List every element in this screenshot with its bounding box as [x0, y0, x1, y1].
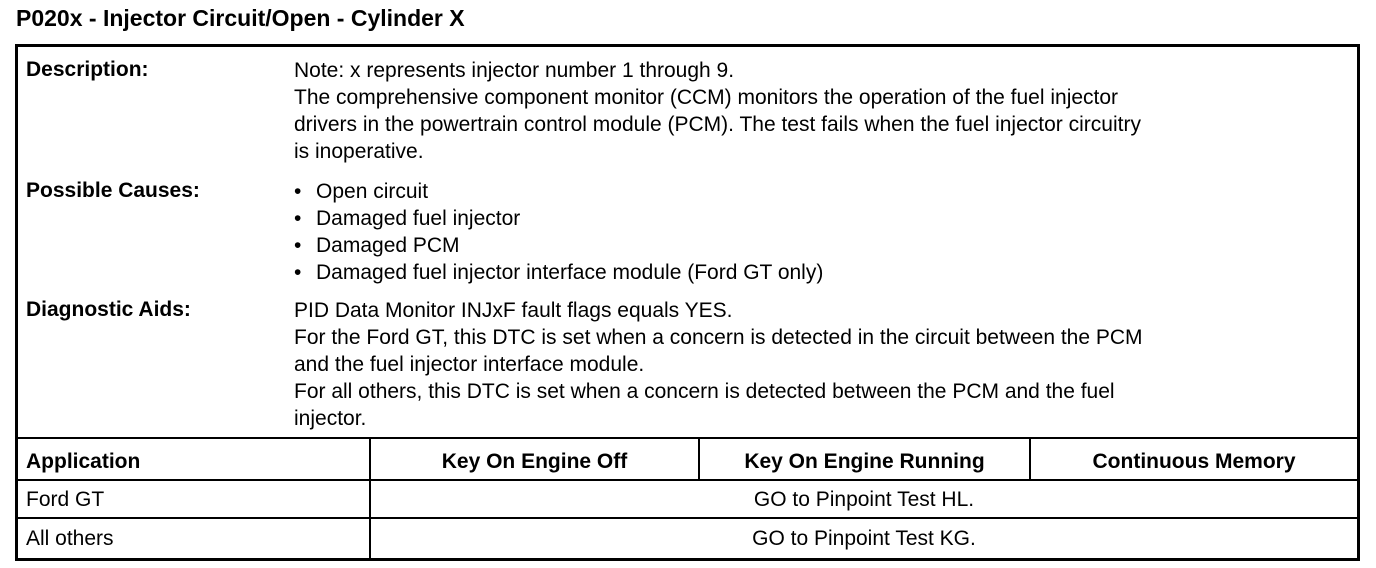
bullet-icon: •: [294, 180, 302, 203]
header-continuous-memory: Continuous Memory: [1092, 450, 1296, 473]
diagnostic-aids-line: For the Ford GT, this DTC is set when a concern is detected in the circuit between the PCM: [294, 326, 1143, 349]
diagnostic-aids-line: PID Data Monitor INJxF fault flags equals YES.: [294, 299, 733, 322]
diagnostic-aids-line: and the fuel injector interface module.: [294, 353, 645, 376]
diagnostic-aids-line: injector.: [294, 407, 367, 430]
bullet-icon: •: [294, 207, 302, 230]
description-label: Description:: [26, 58, 149, 81]
diagnostic-aids-label: Diagnostic Aids:: [26, 298, 191, 321]
table-divider: [18, 517, 1357, 519]
header-application: Application: [26, 450, 141, 473]
header-koer: Key On Engine Running: [744, 450, 985, 473]
dtc-info-table: [15, 44, 1360, 561]
table-divider: [18, 437, 1357, 439]
bullet-icon: •: [294, 234, 302, 257]
description-line: drivers in the powertrain control module (PCM). The test fails when the fuel injector circuitry: [294, 113, 1141, 136]
description-line: The comprehensive component monitor (CCM) monitors the operation of the fuel injector: [294, 86, 1119, 109]
row-all-others-action: GO to Pinpoint Test KG.: [752, 527, 976, 550]
cause-item: • Damaged fuel injector interface module (Ford GT only): [294, 261, 824, 284]
page-title: P020x - Injector Circuit/Open - Cylinder X: [16, 5, 465, 31]
possible-causes-list: [294, 178, 1352, 286]
cause-item: • Damaged PCM: [294, 234, 460, 257]
row-ford-gt-action: GO to Pinpoint Test HL.: [753, 488, 975, 511]
header-koeo: Key On Engine Off: [441, 450, 628, 473]
row-ford-gt-application: Ford GT: [26, 488, 105, 511]
description-line: is inoperative.: [294, 140, 424, 163]
cause-item: • Open circuit: [294, 180, 429, 203]
description-line: Note: x represents injector number 1 through 9.: [294, 59, 735, 82]
bullet-icon: •: [294, 261, 302, 284]
description-text: [294, 57, 1352, 165]
diagnostic-aids-text: [294, 297, 1352, 432]
table-divider: [18, 479, 1357, 481]
possible-causes-label: Possible Causes:: [26, 179, 200, 202]
diagnostic-aids-line: For all others, this DTC is set when a concern is detected between the PCM and the fuel: [294, 380, 1115, 403]
cause-item: • Damaged fuel injector: [294, 207, 521, 230]
row-all-others-application: All others: [26, 527, 114, 550]
